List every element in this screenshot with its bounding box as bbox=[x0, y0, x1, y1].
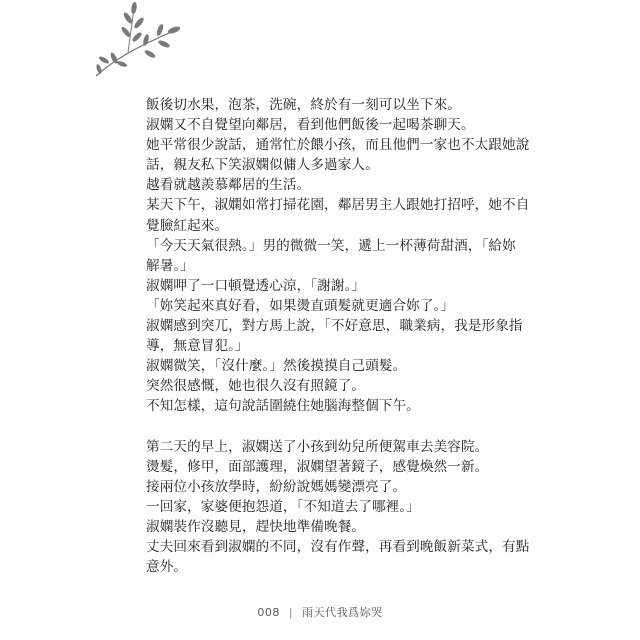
text-line: 第二天的早上，淑嫻送了小孩到幼兒所便駕車去美容院。 bbox=[146, 438, 489, 455]
footer-separator: | bbox=[288, 606, 294, 619]
text-line: 接兩位小孩放學時，紛紛說媽媽變漂亮了。 bbox=[146, 478, 407, 495]
text-line: 「今天天氣很熱。」男的微微一笑，遞上一杯薄荷甜酒，「給妳 bbox=[146, 237, 516, 254]
text-line: 淑嫻感到突兀，對方馬上說，「不好意思，職業病，我是形象指 bbox=[146, 318, 523, 335]
text-line: 解暑。」 bbox=[146, 257, 194, 274]
text-line: 燙髮，修甲，面部護理，淑嫻望著鏡子，感覺煥然一新。 bbox=[146, 458, 489, 475]
text-line: 淑嫻呷了一口頓覺透心涼，「謝謝。」 bbox=[146, 277, 366, 294]
text-line: 淑嫻微笑，「沒什麼。」然後摸摸自己頭髮。 bbox=[146, 358, 407, 375]
text-line: 她平常很少說話，通常忙於餵小孩，而且他們一家也不太跟她說 bbox=[146, 137, 530, 154]
page-footer bbox=[0, 604, 640, 620]
text-line: 覺臉紅起來。 bbox=[146, 217, 229, 234]
text-line: 淑嫻又不自覺望向鄰居，看到他們飯後一起喝茶聊天。 bbox=[146, 117, 475, 134]
text-line: 話，親友私下笑淑嫻似傭人多過家人。 bbox=[146, 157, 379, 174]
text-line: 突然很感慨，她也很久沒有照鏡了。 bbox=[146, 378, 366, 395]
text-line: 一回家，家婆便抱怨道，「不知道去了哪裡。」 bbox=[146, 498, 420, 515]
text-line: 「妳笑起來真好看，如果燙直頭髮就更適合妳了。」 bbox=[146, 297, 455, 314]
text-line: 丈夫回來看到淑嫻的不同，沒有作聲，再看到晚飯新菜式，有點 bbox=[146, 539, 530, 556]
text-line: 某天下午，淑嫻如常打掃花園，鄰居男主人跟她打招呼，她不自 bbox=[146, 197, 530, 214]
text-line: 導，無意冒犯。」 bbox=[146, 338, 249, 355]
body-text bbox=[146, 95, 530, 577]
text-line: 越看就越羨慕鄰居的生活。 bbox=[146, 177, 311, 194]
text-line: 淑嫻裝作沒聽見，趕快地準備晚餐。 bbox=[146, 518, 366, 535]
text-line: 意外。 bbox=[146, 559, 188, 576]
page-number: 008 bbox=[257, 606, 280, 619]
book-title: 雨天代我爲妳哭 bbox=[302, 606, 383, 619]
text-line: 不知怎樣，這句說話圍繞住她腦海整個下午。 bbox=[146, 398, 420, 415]
text-line: 飯後切水果，泡茶，洗碗，終於有一刻可以坐下來。 bbox=[146, 97, 461, 113]
leafy-branch-icon bbox=[88, 2, 180, 78]
paragraph-break bbox=[146, 417, 486, 437]
